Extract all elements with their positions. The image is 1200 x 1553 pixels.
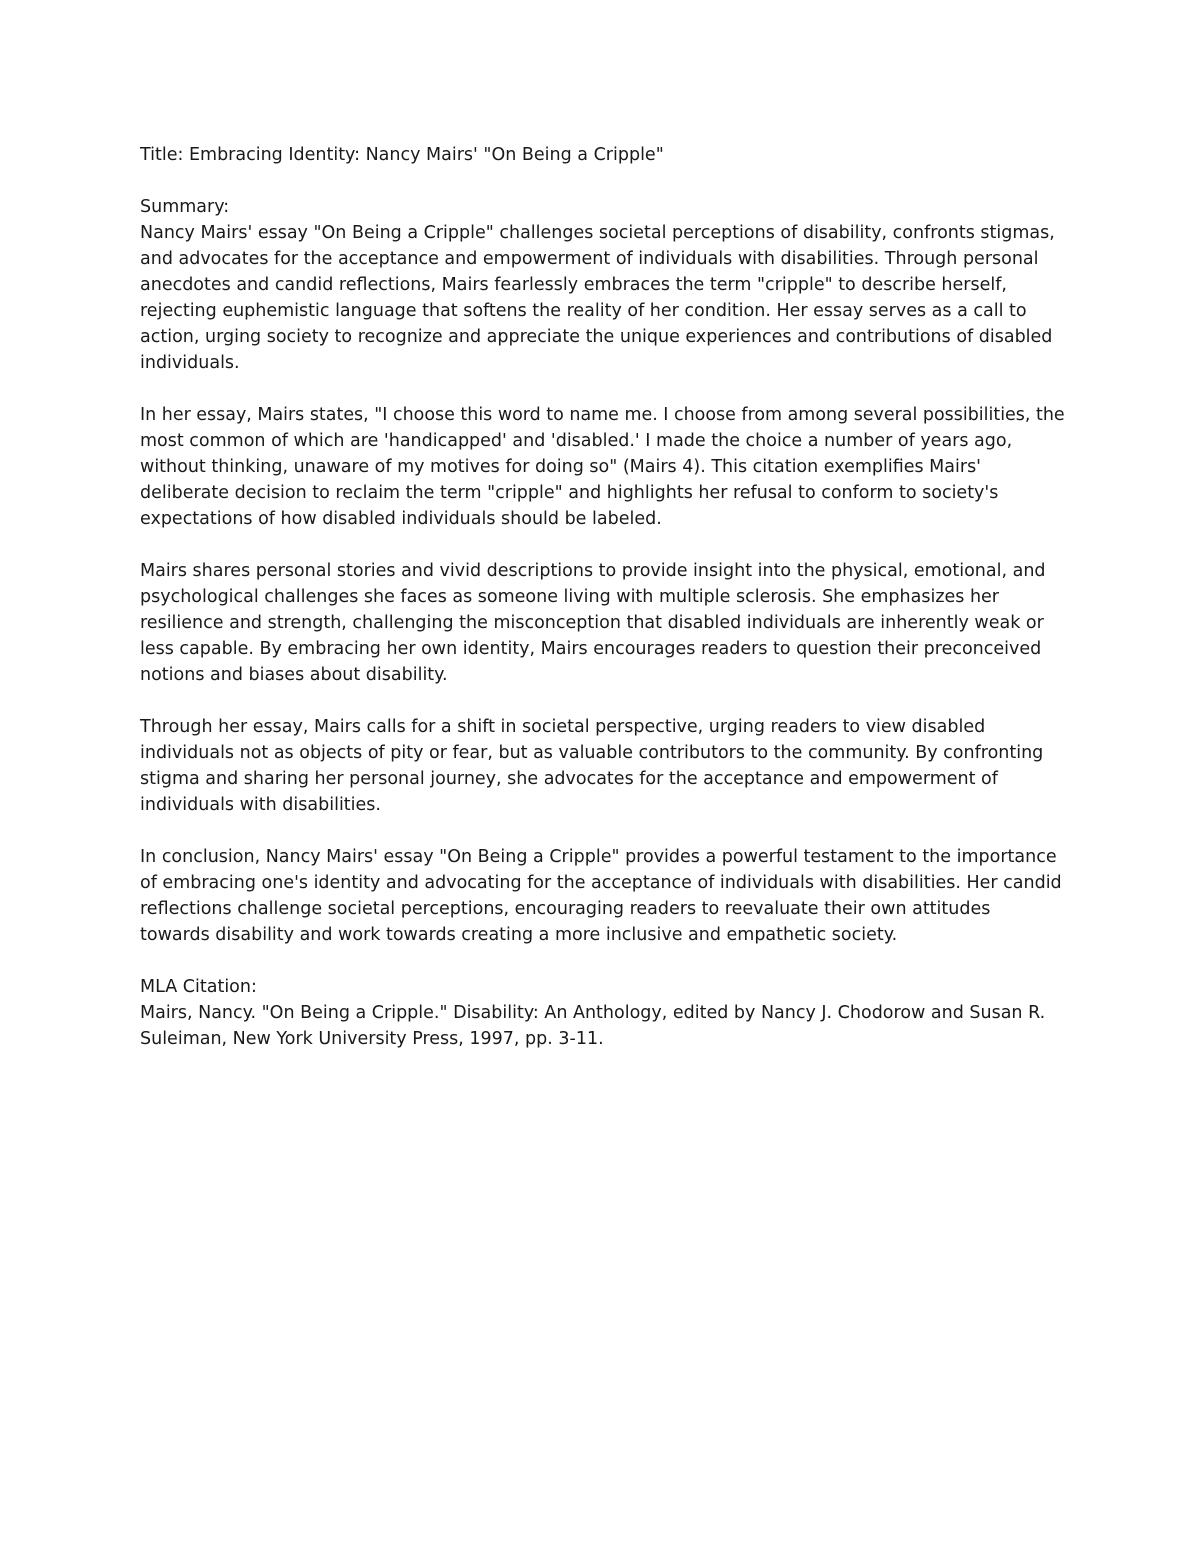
paragraph-line: In conclusion, Nancy Mairs' essay "On Being a Cripple" provides a powerful testament to the importance xyxy=(140,847,1057,867)
personal-stories-paragraph xyxy=(140,558,1065,688)
paragraph-line: In her essay, Mairs states, "I choose this word to name me. I choose from among several possibilities, the xyxy=(140,405,1065,425)
citation-line: Suleiman, New York University Press, 1997, pp. 3-11. xyxy=(140,1029,604,1049)
spacer xyxy=(140,532,1065,558)
spacer xyxy=(140,818,1065,844)
citation-heading: MLA Citation: xyxy=(140,977,257,997)
paragraph-line: deliberate decision to reclaim the term "cripple" and highlights her refusal to conform to society's xyxy=(140,483,999,503)
conclusion-paragraph xyxy=(140,844,1065,948)
paragraph-line: individuals with disabilities. xyxy=(140,795,381,815)
paragraph-line: expectations of how disabled individuals should be labeled. xyxy=(140,509,662,529)
paragraph-line: without thinking, unaware of my motives for doing so" (Mairs 4). This citation exemplifies Mairs' xyxy=(140,457,981,477)
paragraph-line: most common of which are 'handicapped' and 'disabled.' I made the choice a number of years ago, xyxy=(140,431,1013,451)
spacer xyxy=(140,948,1065,974)
summary-line: and advocates for the acceptance and empowerment of individuals with disabilities. Through personal xyxy=(140,249,1039,269)
paragraph-line: stigma and sharing her personal journey, she advocates for the acceptance and empowerment of xyxy=(140,769,998,789)
paragraph-line: individuals not as objects of pity or fear, but as valuable contributors to the community. By confronting xyxy=(140,743,1044,763)
summary-line: individuals. xyxy=(140,353,240,373)
summary-paragraph xyxy=(140,220,1065,376)
perspective-paragraph xyxy=(140,714,1065,818)
summary-line: action, urging society to recognize and appreciate the unique experiences and contributions of disabled xyxy=(140,327,1053,347)
document-title: Title: Embracing Identity: Nancy Mairs' "On Being a Cripple" xyxy=(140,145,664,165)
paragraph-line: notions and biases about disability. xyxy=(140,665,448,685)
summary-line: anecdotes and candid reflections, Mairs fearlessly embraces the term "cripple" to describe herself, xyxy=(140,275,1007,295)
paragraph-line: psychological challenges she faces as someone living with multiple sclerosis. She emphasizes her xyxy=(140,587,1000,607)
citation-entry xyxy=(140,1000,1065,1052)
spacer xyxy=(140,376,1065,402)
paragraph-line: reflections challenge societal perceptions, encouraging readers to reevaluate their own attitudes xyxy=(140,899,991,919)
spacer xyxy=(140,168,1065,194)
summary-line: rejecting euphemistic language that softens the reality of her condition. Her essay serves as a call to xyxy=(140,301,1027,321)
paragraph-line: resilience and strength, challenging the misconception that disabled individuals are inherently weak or xyxy=(140,613,1044,633)
paragraph-line: Through her essay, Mairs calls for a shift in societal perspective, urging readers to view disabled xyxy=(140,717,986,737)
paragraph-line: towards disability and work towards creating a more inclusive and empathetic society. xyxy=(140,925,898,945)
summary-line: Nancy Mairs' essay "On Being a Cripple" challenges societal perceptions of disability, confronts stigmas, xyxy=(140,223,1055,243)
document-body xyxy=(140,142,1065,1052)
summary-heading: Summary: xyxy=(140,197,230,217)
paragraph-line: less capable. By embracing her own identity, Mairs encourages readers to question their preconceived xyxy=(140,639,1042,659)
citation-line: Mairs, Nancy. "On Being a Cripple." Disability: An Anthology, edited by Nancy J. Chodorow and Susan R. xyxy=(140,1003,1046,1023)
quote-paragraph xyxy=(140,402,1065,532)
paragraph-line: Mairs shares personal stories and vivid descriptions to provide insight into the physical, emotional, and xyxy=(140,561,1046,581)
spacer xyxy=(140,688,1065,714)
paragraph-line: of embracing one's identity and advocating for the acceptance of individuals with disabilities. Her candid xyxy=(140,873,1062,893)
